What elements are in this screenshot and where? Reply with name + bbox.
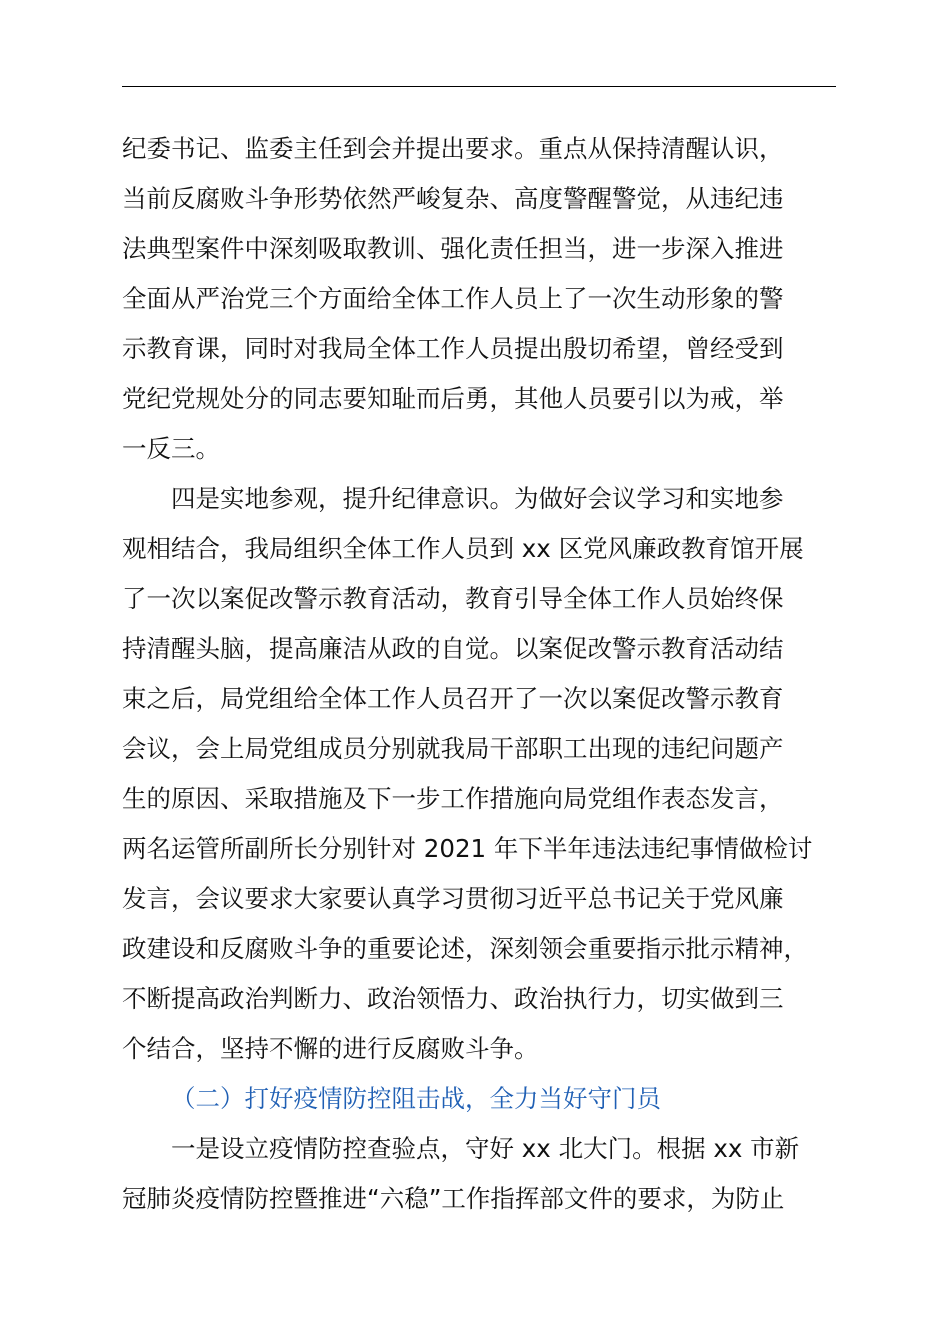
text-line: 束之后，局党组给全体工作人员召开了一次以案促改警示教育 (122, 684, 784, 713)
text-line: 全面从严治党三个方面给全体工作人员上了一次生动形象的警 (122, 284, 784, 313)
text-line: 法典型案件中深刻吸取教训、强化责任担当，进一步深入推进 (122, 234, 784, 263)
document-body (122, 124, 842, 1224)
paragraph-start-line: 四是实地参观，提升纪律意识。为做好会议学习和实地参 (171, 484, 784, 513)
text-line: 观相结合，我局组织全体工作人员到 xx 区党风廉政教育馆开展 (122, 534, 804, 563)
text-line: 示教育课，同时对我局全体工作人员提出殷切希望，曾经受到 (122, 334, 784, 363)
text-line: 政建设和反腐败斗争的重要论述，深刻领会重要指示批示精神， (122, 934, 808, 963)
text-line: 纪委书记、监委主任到会并提出要求。重点从保持清醒认识， (122, 134, 784, 163)
paragraph-start-line: 一是设立疫情防控查验点，守好 xx 北大门。根据 xx 市新 (171, 1134, 800, 1163)
text-line: 不断提高政治判断力、政治领悟力、政治执行力，切实做到三 (122, 984, 784, 1013)
text-line: 个结合，坚持不懈的进行反腐败斗争。 (122, 1034, 539, 1063)
header-rule (122, 86, 836, 87)
section-heading: （二）打好疫情防控阻击战，全力当好守门员 (171, 1084, 661, 1113)
text-line: 生的原因、采取措施及下一步工作措施向局党组作表态发言， (122, 784, 784, 813)
text-line: 持清醒头脑，提高廉洁从政的自觉。以案促改警示教育活动结 (122, 634, 784, 663)
text-line: 会议，会上局党组成员分别就我局干部职工出现的违纪问题产 (122, 734, 784, 763)
text-line: 党纪党规处分的同志要知耻而后勇，其他人员要引以为戒，举 (122, 384, 784, 413)
text-line: 两名运管所副所长分别针对 2021 年下半年违法违纪事情做检讨 (122, 834, 813, 863)
text-line: 当前反腐败斗争形势依然严峻复杂、高度警醒警觉，从违纪违 (122, 184, 784, 213)
text-line: 一反三。 (122, 434, 220, 463)
text-line: 冠肺炎疫情防控暨推进“六稳”工作指挥部文件的要求，为防止 (122, 1184, 785, 1213)
text-line: 发言，会议要求大家要认真学习贯彻习近平总书记关于党风廉 (122, 884, 784, 913)
text-line: 了一次以案促改警示教育活动，教育引导全体工作人员始终保 (122, 584, 784, 613)
